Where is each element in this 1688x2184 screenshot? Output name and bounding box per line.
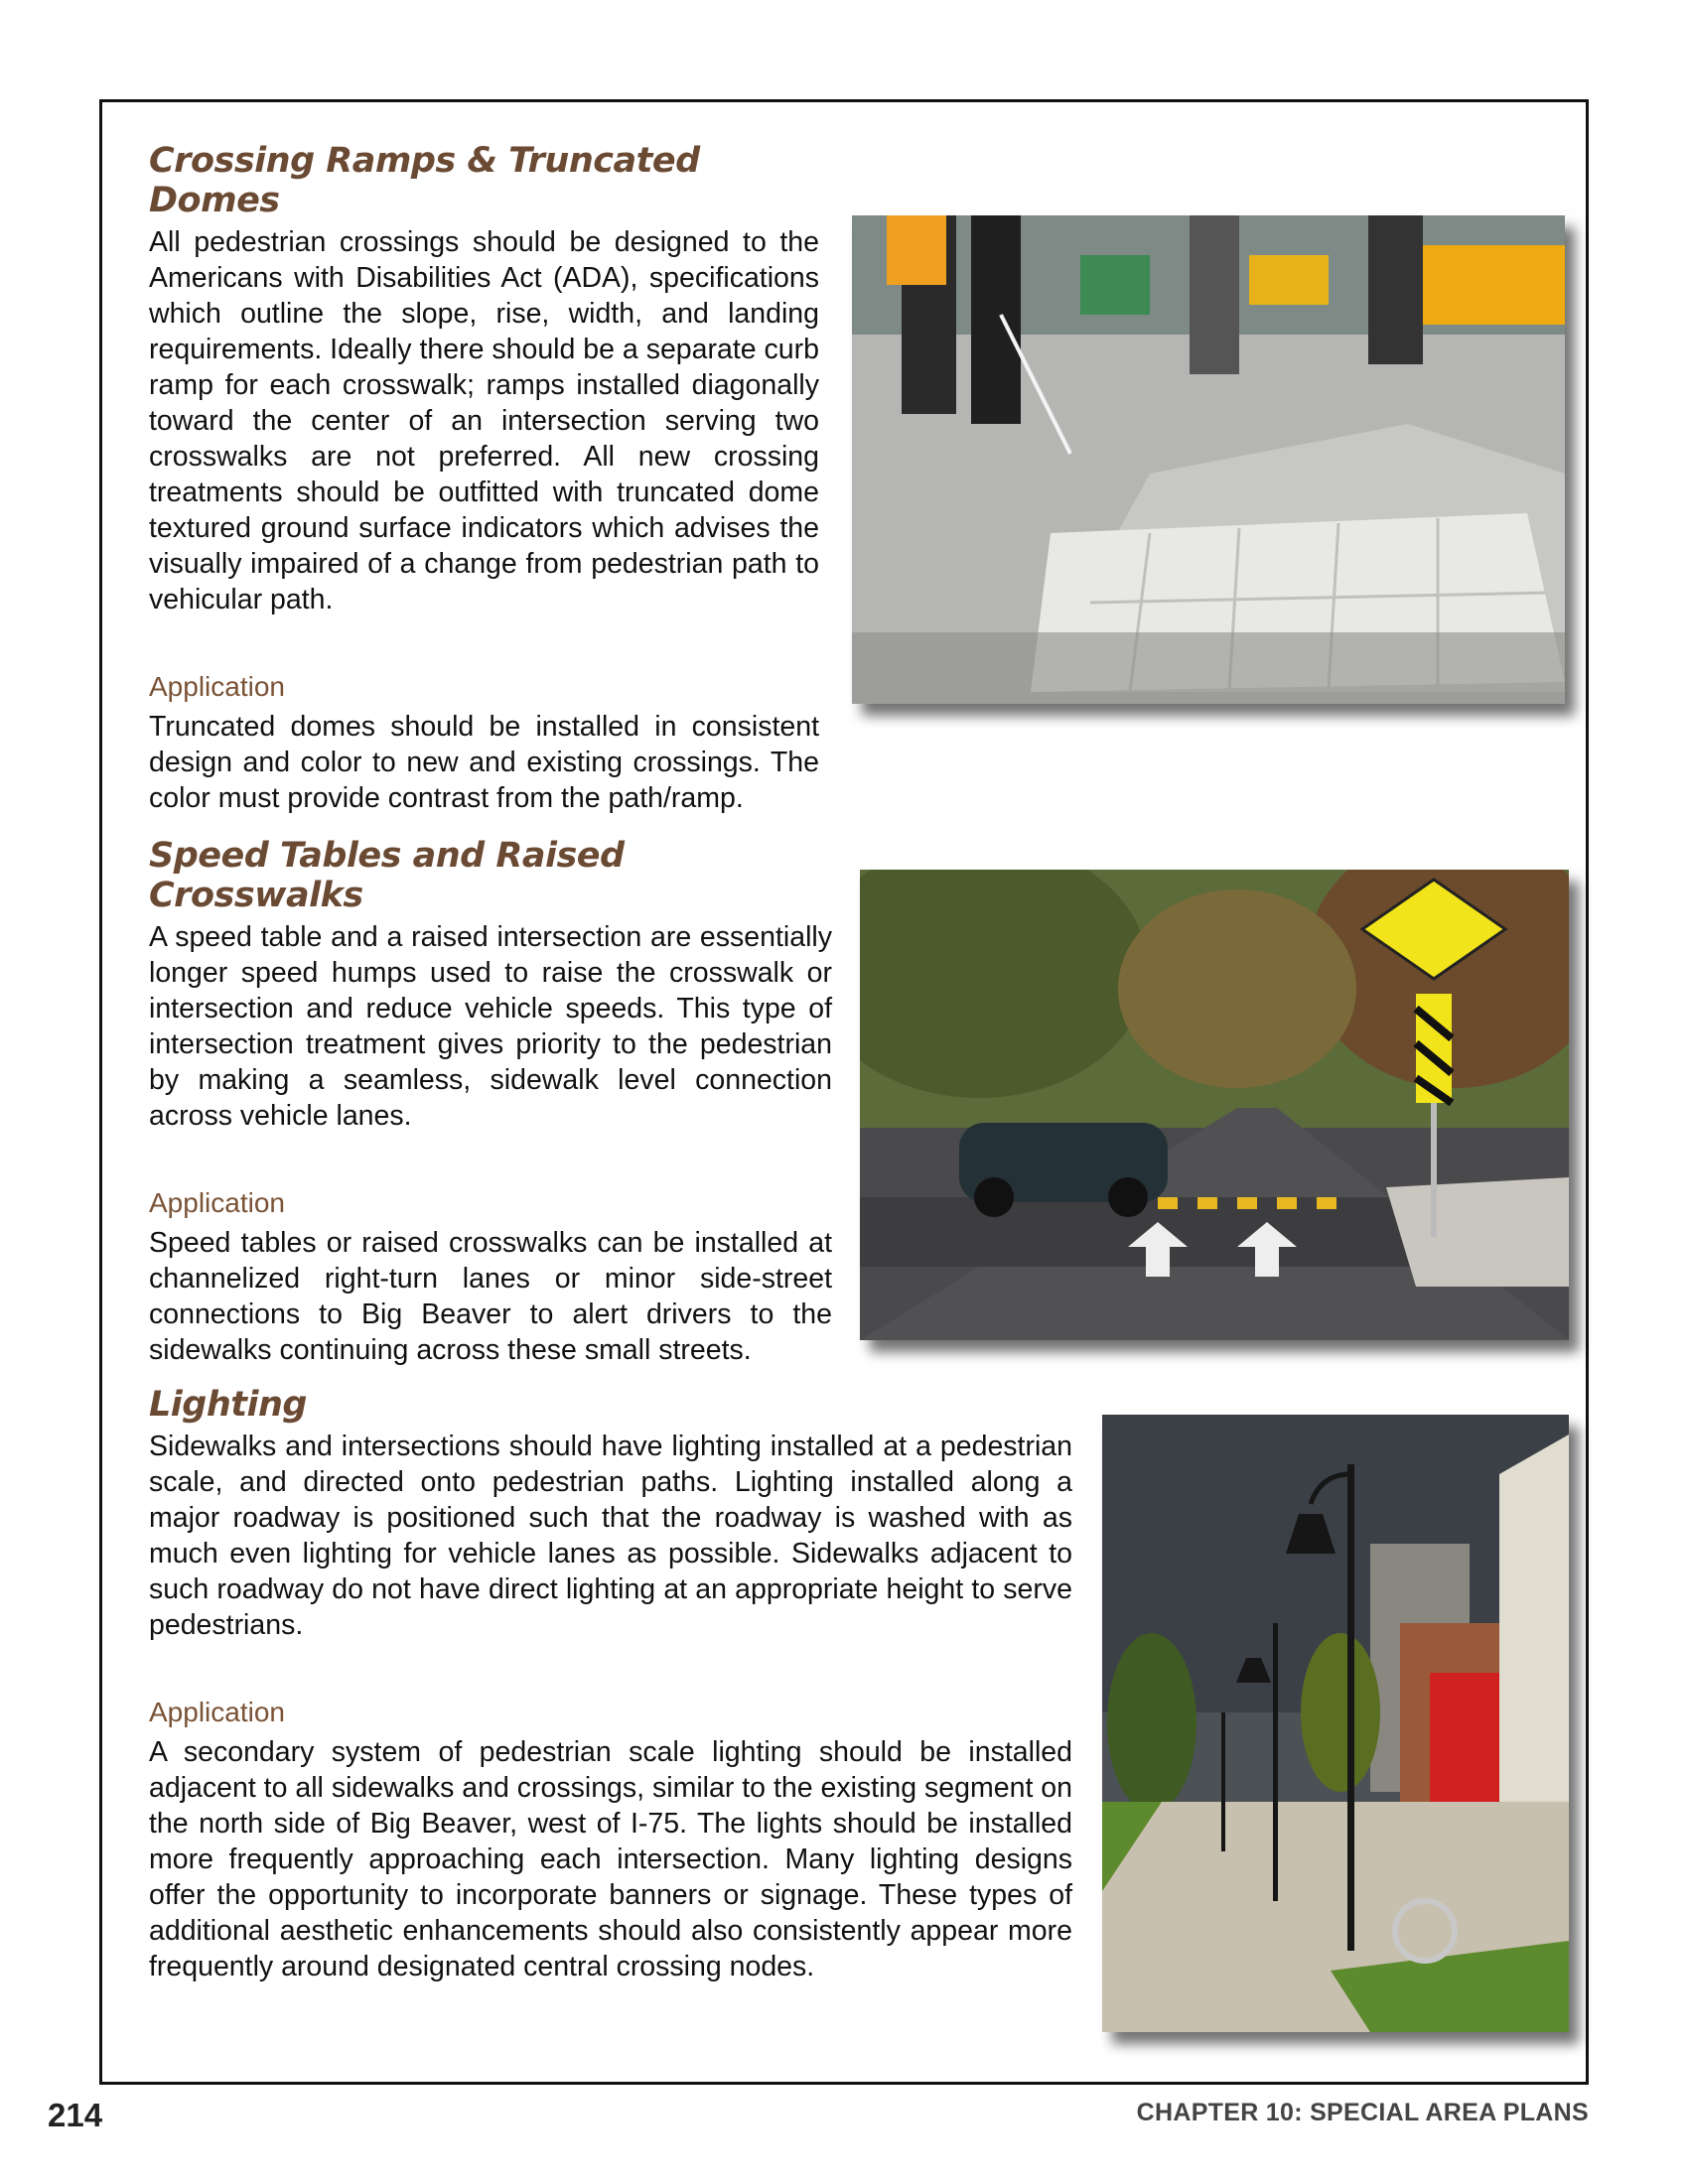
section-body: A speed table and a raised intersection are essentially longer speed humps used to raise the crosswalk or intersection and reduce vehicle speeds. This type of intersection treatment gives priority to the pedestrian by making a seamless, sidewalk level connection across vehicle lanes. bbox=[149, 921, 832, 1132]
application-label: Application bbox=[149, 1697, 285, 1727]
section-heading: Speed Tables and Raised Crosswalks bbox=[149, 836, 625, 915]
application-label: Application bbox=[149, 671, 285, 702]
section-crossing-ramps bbox=[149, 141, 819, 816]
photo-truncated-domes bbox=[852, 215, 1565, 704]
photo-raised-crosswalk bbox=[860, 870, 1569, 1340]
section-lighting bbox=[149, 1385, 1072, 1984]
application-text: A secondary system of pedestrian scale lighting should be installed adjacent to all sidewalks and crossings, similar to the existing segment on the north side of Big Beaver, west of I-75. The lights should be installed more frequently approaching each intersection. Many lighting designs offer the opportunity to incorporate banners or signage. These types of additional aesthetic enhancements should also consistently appear more frequently around designated central crossing nodes. bbox=[149, 1736, 1072, 1982]
section-body: Sidewalks and intersections should have lighting installed at a pedestrian scale, and directed onto pedestrian paths. Lighting installed along a major roadway is positioned such that the roadway is washed with as much even lighting for vehicle lanes as possible. Sidewalks adjacent to such roadway do not have direct lighting at an appropriate height to serve pedestrians. bbox=[149, 1431, 1072, 1641]
section-heading: Lighting bbox=[149, 1385, 307, 1425]
section-speed-tables bbox=[149, 836, 832, 1368]
section-heading: Crossing Ramps & Truncated Domes bbox=[149, 141, 700, 220]
application-text: Speed tables or raised crosswalks can be installed at channelized right-turn lanes or minor side-street connections to Big Beaver to alert drivers to the sidewalks continuing across these small streets. bbox=[149, 1227, 832, 1366]
photo-pedestrian-lighting bbox=[1102, 1415, 1569, 2032]
section-body: All pedestrian crossings should be designed to the Americans with Disabilities Act (ADA), specifications which outline the slope, rise, width, and landing requirements. Ideally there should be a separate curb ramp for each crosswalk; ramps installed diagonally toward the center of an intersection serving two crosswalks are not preferred. All new crossing treatments should be outfitted with truncated dome textured ground surface indicators which advises the visually impaired of a change from pedestrian path to vehicular path. bbox=[149, 226, 819, 615]
application-label: Application bbox=[149, 1187, 285, 1218]
chapter-title: CHAPTER 10: SPECIAL AREA PLANS bbox=[1136, 2099, 1589, 2126]
page-number: 214 bbox=[48, 2097, 103, 2133]
application-text: Truncated domes should be installed in consistent design and color to new and existing crossings. The color must provide contrast from the path/ramp. bbox=[149, 711, 819, 814]
